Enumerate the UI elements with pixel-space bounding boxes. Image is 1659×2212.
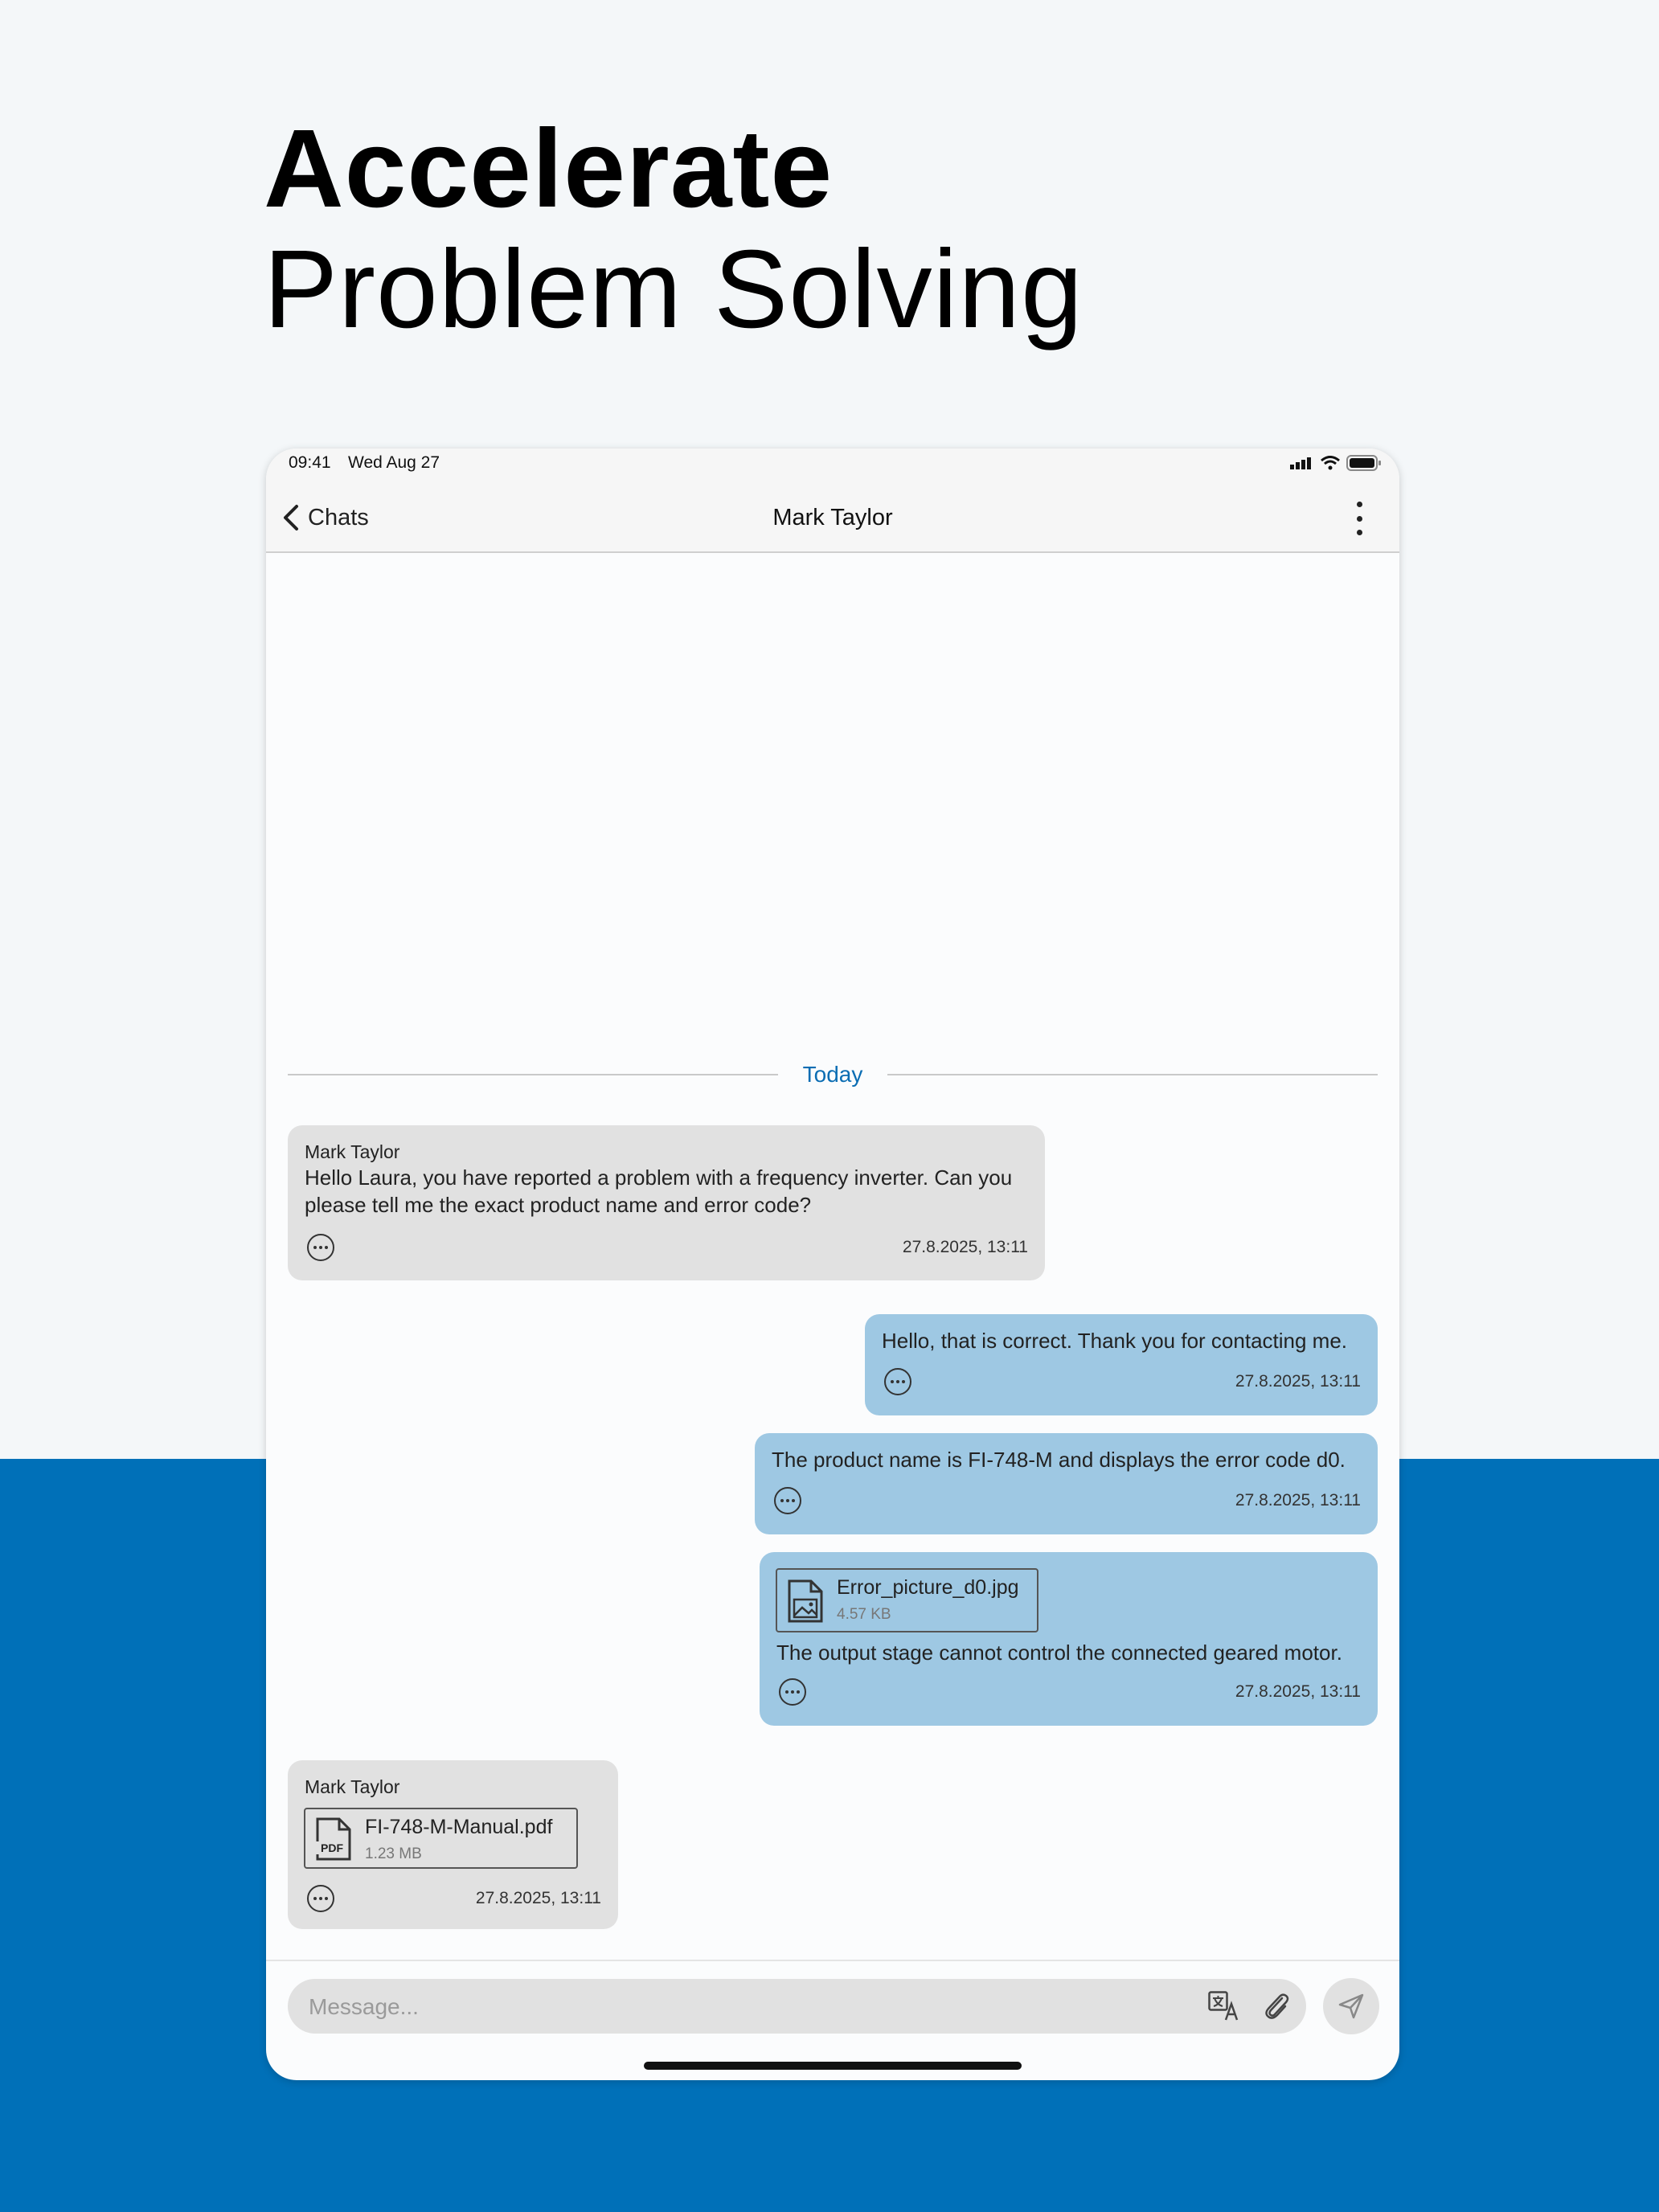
status-icons <box>1290 455 1382 471</box>
status-date: Wed Aug 27 <box>348 453 440 472</box>
back-label: Chats <box>308 504 369 530</box>
message-timestamp: 27.8.2025, 13:11 <box>902 1238 1028 1256</box>
attachment-name: Error_picture_d0.jpg <box>837 1576 1019 1599</box>
headline-line-2: Problem Solving <box>264 227 1083 351</box>
attachment-size: 1.23 MB <box>365 1845 422 1862</box>
more-vertical-icon <box>1357 502 1362 507</box>
paperclip-icon[interactable] <box>1261 1991 1292 2022</box>
message-options-button[interactable] <box>774 1487 801 1514</box>
composer-separator <box>266 1960 1399 1961</box>
more-options-button[interactable] <box>1351 502 1367 535</box>
attachment-size: 4.57 KB <box>837 1606 891 1623</box>
pdf-file-icon <box>315 1817 352 1862</box>
date-divider <box>288 1063 1378 1087</box>
message-options-button[interactable] <box>307 1885 334 1912</box>
send-button[interactable] <box>1323 1978 1379 2034</box>
attachment-name: FI-748-M-Manual.pdf <box>365 1816 553 1838</box>
chevron-left-icon <box>282 504 300 531</box>
chat-header <box>266 484 1399 553</box>
tablet-frame <box>266 449 1399 2080</box>
message-text: The product name is FI-748-M and displays the error code d0. <box>772 1448 1346 1472</box>
message-options-button[interactable] <box>307 1234 334 1261</box>
incoming-message-bubble[interactable] <box>288 1125 1045 1280</box>
incoming-message-bubble[interactable] <box>288 1760 618 1929</box>
message-options-button[interactable] <box>779 1678 806 1706</box>
message-composer <box>288 1979 1306 2034</box>
home-indicator <box>644 2062 1022 2070</box>
battery-icon <box>1346 455 1382 471</box>
pdf-attachment[interactable] <box>304 1808 578 1869</box>
message-timestamp: 27.8.2025, 13:11 <box>1235 1682 1361 1701</box>
date-divider-label: Today <box>802 1062 863 1087</box>
image-file-icon <box>787 1579 824 1624</box>
message-input[interactable] <box>307 1979 1178 2035</box>
message-text: The output stage cannot control the connected geared motor. <box>776 1641 1342 1665</box>
message-sender: Mark Taylor <box>305 1776 400 1797</box>
send-icon <box>1337 1993 1365 2020</box>
message-text: Hello Laura, you have reported a problem with a frequency inverter. Can you please tell me the exact product name and error code? <box>305 1165 1013 1217</box>
message-timestamp: 27.8.2025, 13:11 <box>1235 1491 1361 1509</box>
message-sender: Mark Taylor <box>305 1141 400 1162</box>
back-to-chats-button[interactable] <box>282 498 369 537</box>
message-timestamp: 27.8.2025, 13:11 <box>1235 1372 1361 1391</box>
message-timestamp: 27.8.2025, 13:11 <box>475 1889 601 1907</box>
headline-line-1: Accelerate <box>264 107 834 231</box>
outgoing-message-bubble[interactable] <box>760 1552 1378 1726</box>
marketing-headline <box>264 107 1083 354</box>
image-attachment[interactable] <box>776 1568 1038 1632</box>
outgoing-message-bubble[interactable] <box>865 1314 1378 1415</box>
outgoing-message-bubble[interactable] <box>755 1433 1378 1534</box>
svg-text:PDF: PDF <box>321 1841 343 1854</box>
status-time: 09:41 <box>289 453 331 472</box>
wifi-icon <box>1321 456 1340 470</box>
message-text: Hello, that is correct. Thank you for contacting me. <box>882 1329 1348 1353</box>
chat-title: Mark Taylor <box>772 505 893 530</box>
translate-icon[interactable] <box>1208 1991 1240 2022</box>
status-bar <box>266 449 1399 484</box>
message-options-button[interactable] <box>884 1368 911 1395</box>
cellular-signal-icon <box>1290 457 1314 469</box>
